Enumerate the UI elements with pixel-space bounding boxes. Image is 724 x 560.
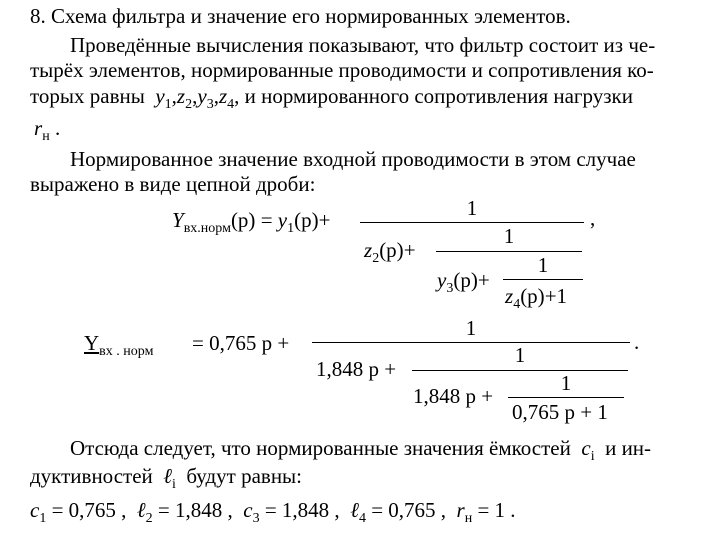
var-c1: c — [30, 498, 40, 522]
numerator-2: 1 — [503, 224, 515, 248]
para1-line2: тырёх элементов, нормированные проводимости и сопротивления ко- — [30, 58, 654, 82]
var-c: c — [581, 436, 591, 460]
var-rn: r — [456, 498, 465, 522]
fraction-bar-2 — [436, 251, 582, 252]
f2-numerator-2: 1 — [514, 343, 526, 367]
var-y: y — [277, 208, 288, 232]
dot: . — [634, 330, 640, 354]
text: дуктивностей — [30, 464, 153, 488]
sub-1: 1 — [39, 511, 47, 526]
arg-p: (p) — [520, 284, 545, 308]
f2-numerator-1: 1 — [465, 316, 477, 340]
numerator-1: 1 — [466, 196, 478, 220]
sub-i: i — [590, 449, 595, 464]
sub-1: 1 — [164, 97, 172, 112]
formula1-z4 — [505, 284, 567, 317]
arg-p: (p) — [379, 238, 404, 262]
para1-line1: Проведённые вычисления показывают, что фильтр состоит из че- — [70, 33, 656, 57]
arg-p: (p) — [230, 208, 256, 232]
var-y: y — [437, 268, 447, 292]
text: и ин- — [605, 436, 652, 460]
sub-3: 3 — [206, 97, 214, 112]
value-l4: = 0,765 , — [371, 498, 447, 522]
value-l2: = 1,848 , — [157, 498, 233, 522]
var-r: r — [34, 116, 43, 140]
var-Y-underlined: Y — [84, 331, 100, 355]
comma: , — [590, 206, 596, 230]
sub-2: 2 — [372, 251, 380, 266]
var-l: ℓ — [163, 464, 173, 488]
sub-n: н — [42, 129, 50, 144]
value-c1: = 0,765 , — [51, 498, 127, 522]
sub-vh-norm: вх . норм — [99, 344, 154, 359]
text-end: , и нормированного сопротивления нагрузки — [234, 84, 633, 108]
sub-i: i — [172, 477, 176, 492]
arg-p: (p) — [453, 268, 478, 292]
formula1-z2 — [364, 238, 416, 271]
formula2-lhs — [84, 331, 153, 364]
sub-2: 2 — [185, 97, 193, 112]
formula2-rhs: = 0,765 p + — [192, 331, 290, 355]
formula1-lhs — [172, 208, 330, 241]
fraction-bar-3 — [503, 279, 583, 280]
sub-4: 4 — [358, 511, 366, 526]
sub-3: 3 — [252, 511, 260, 526]
f2-fraction-bar-3 — [508, 397, 624, 398]
sub-1: 1 — [287, 221, 295, 236]
var-y: y — [155, 84, 165, 108]
sub-4: 4 — [513, 297, 521, 312]
f2-denominator-2: 1,848 p + — [413, 384, 494, 408]
sub-4: 4 — [227, 97, 235, 112]
plus: + — [318, 208, 331, 232]
equals: = — [260, 208, 273, 232]
sub-n: н — [464, 511, 473, 526]
para2-line2: выражено в виде цепной дроби: — [30, 172, 316, 196]
arg-p: (p) — [294, 208, 319, 232]
var-z: z — [505, 284, 514, 308]
text-start: торых равны — [30, 84, 145, 108]
f2-numerator-3: 1 — [560, 371, 572, 395]
fraction-bar-1 — [360, 222, 584, 223]
var-z: z — [176, 84, 186, 108]
sub-3: 3 — [446, 281, 454, 296]
para1-line4: $r_н$ . — [34, 116, 61, 144]
var-y: y — [197, 84, 207, 108]
value-rn: = 1 . — [477, 498, 516, 522]
para3-line2 — [30, 464, 302, 497]
var-l4: ℓ — [350, 498, 359, 522]
var-l2: ℓ — [136, 498, 146, 522]
sub-vh-norm: вх.норм — [183, 221, 231, 236]
section-heading: 8. Схема фильтра и значение его нормированных элементов. — [30, 4, 571, 28]
sub-2: 2 — [145, 511, 153, 526]
var-z: z — [364, 238, 373, 262]
var-Y: Y — [172, 208, 184, 232]
formula1-y3 — [437, 268, 490, 301]
para1-line3: торых равны $y_1,z_2,y_3,z_4$, и нормированного сопротивления нагрузки — [30, 84, 633, 112]
f2-denominator-3: 0,765 p + 1 — [512, 400, 608, 424]
plus: + — [403, 238, 416, 262]
var-c3: c — [243, 498, 253, 522]
var-z: z — [218, 84, 228, 108]
text: будут равны: — [186, 464, 302, 488]
value-c3: = 1,848 , — [264, 498, 340, 522]
plus: + — [477, 268, 490, 292]
results-line — [30, 498, 516, 531]
plus-one: +1 — [544, 284, 568, 308]
numerator-3: 1 — [537, 253, 549, 277]
para2-line1: Нормированное значение входной проводимости в этом случае — [70, 147, 636, 171]
f2-denominator-1: 1,848 p + — [316, 357, 397, 381]
text: Отсюда следует, что нормированные значения ёмкостей — [70, 436, 571, 460]
